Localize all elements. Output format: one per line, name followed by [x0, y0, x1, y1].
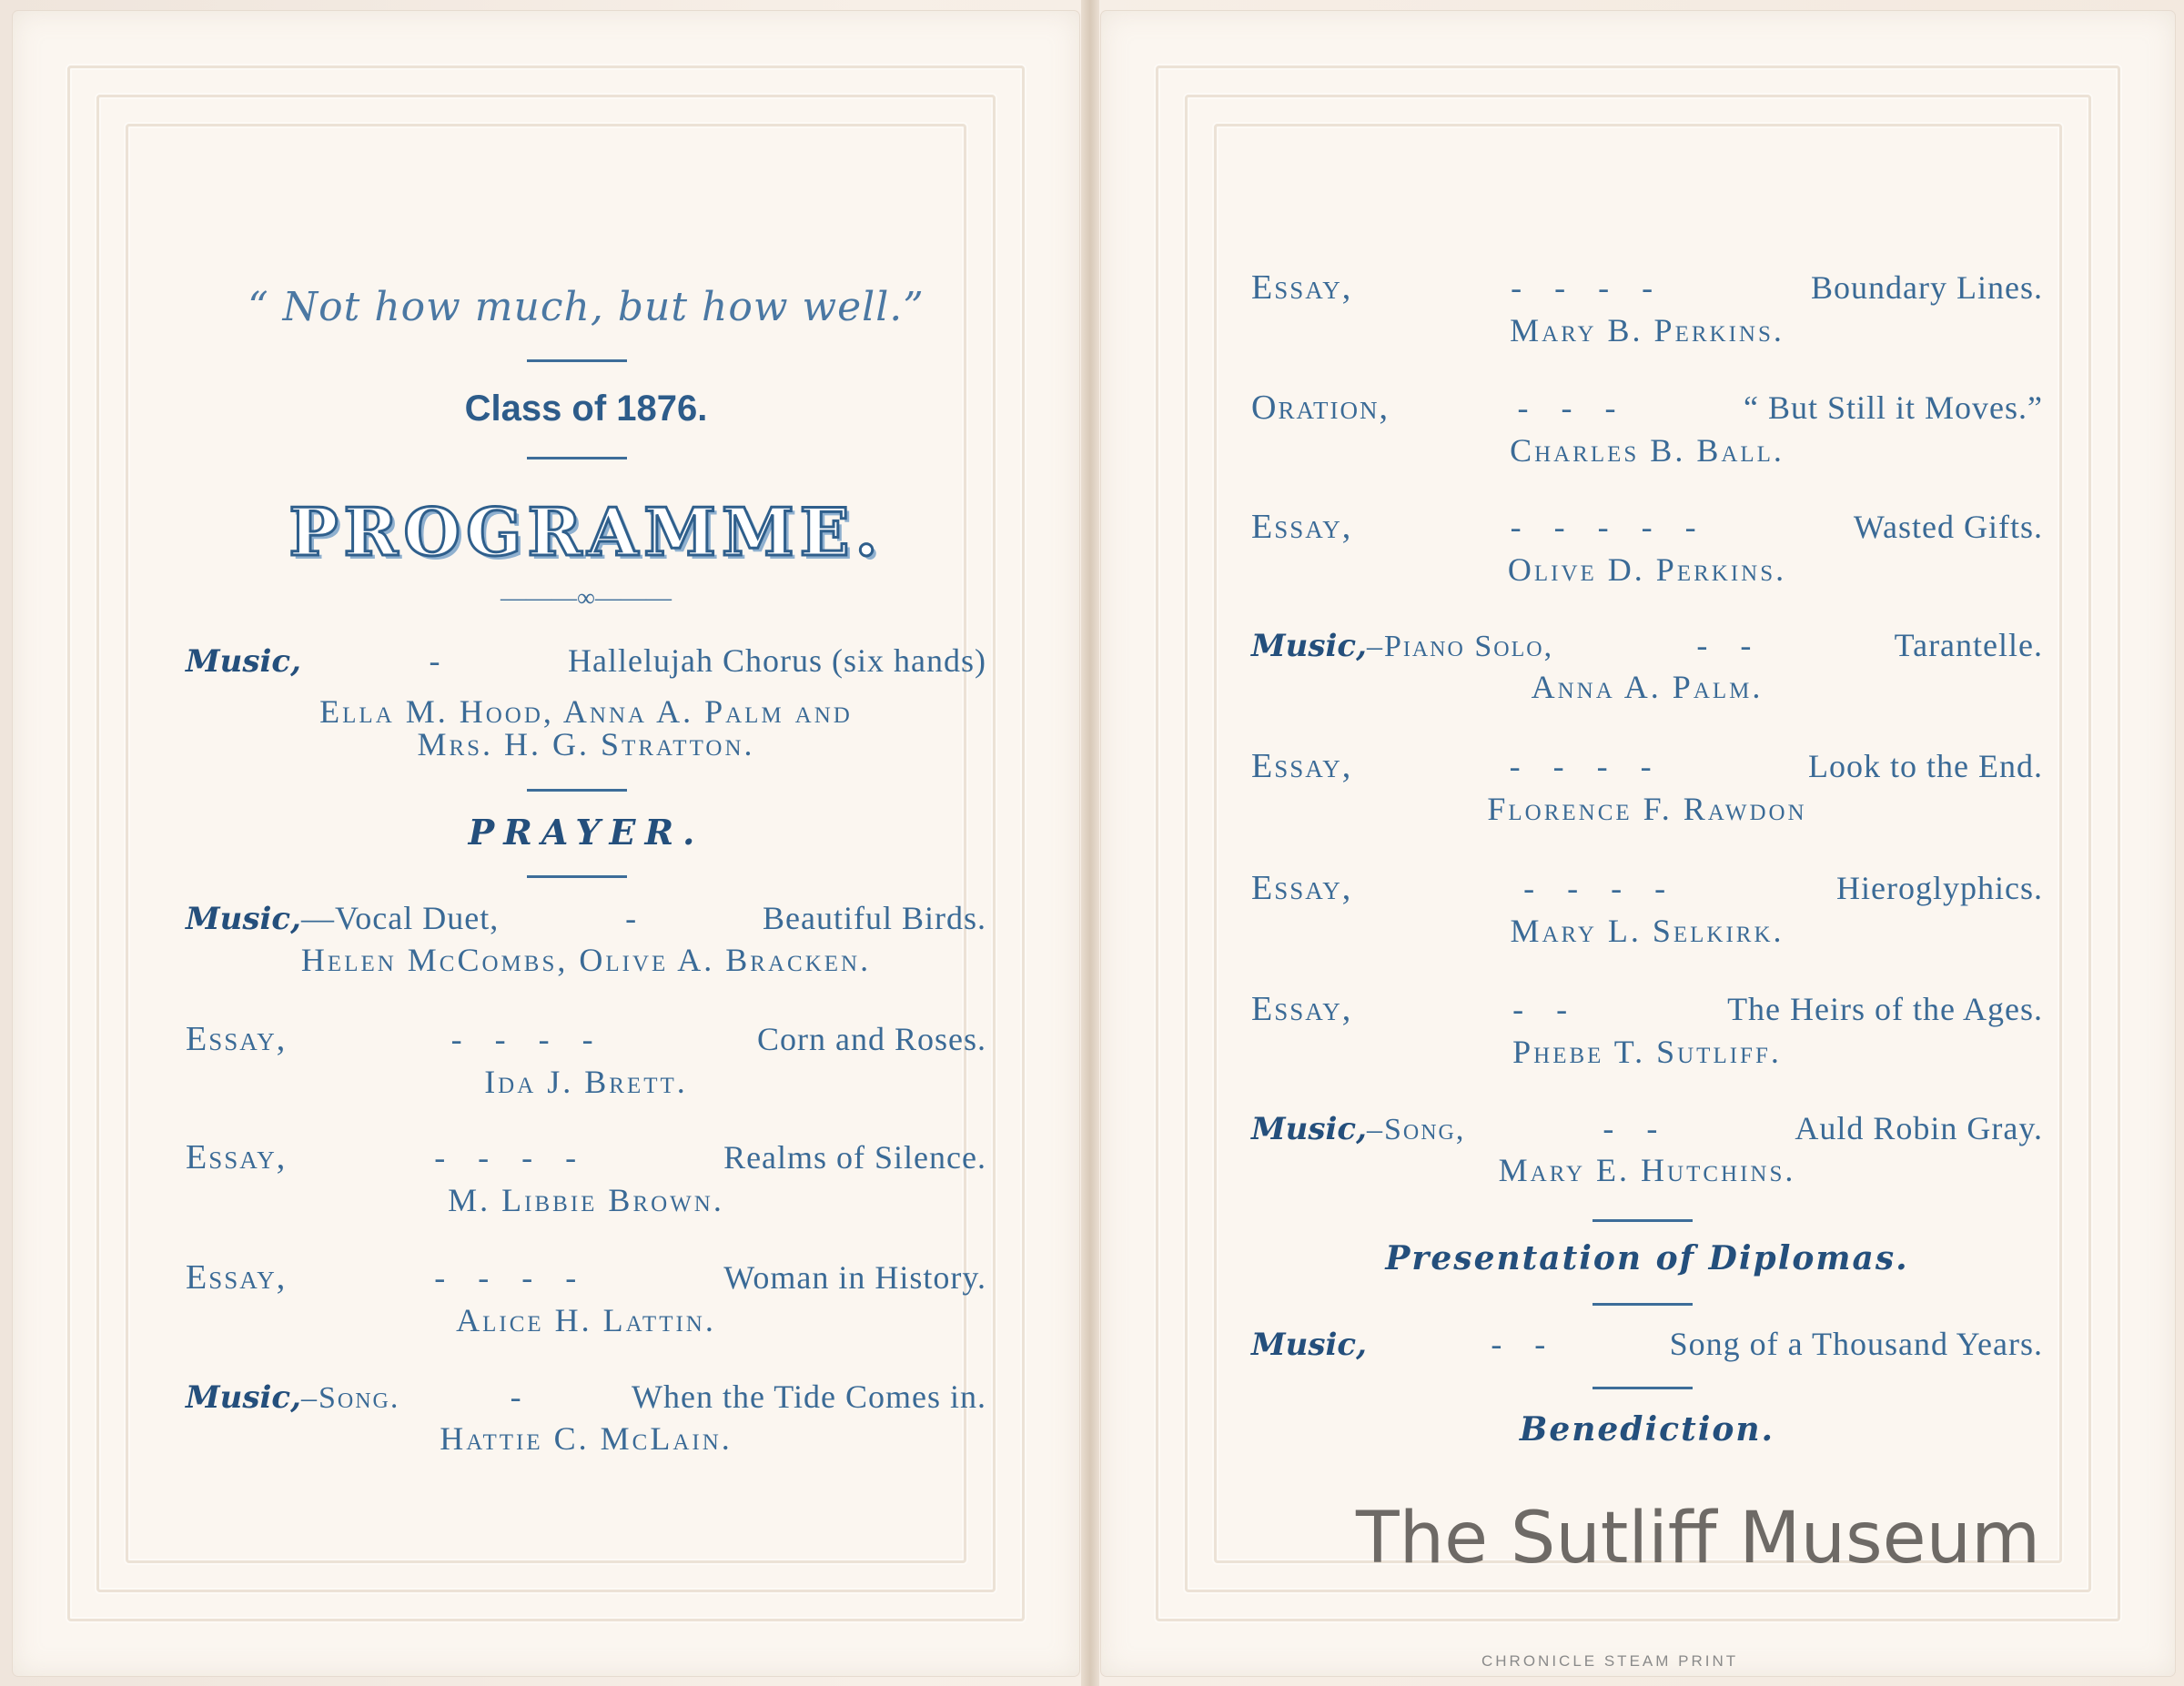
author-name: Florence F. Rawdon — [1487, 791, 1807, 827]
item-subtitle: –Piano Solo, — [1366, 630, 1554, 663]
programme-item-music-2 — [186, 899, 986, 979]
dash-leader: - - — [1512, 991, 1568, 1027]
item-subtitle: –Song. — [300, 1381, 400, 1415]
essay-label: Essay, — [1251, 508, 1353, 546]
essay-label: Essay, — [1251, 990, 1353, 1028]
author-name: Alice H. Lattin. — [456, 1302, 716, 1338]
author-name: Mary B. Perkins. — [1510, 312, 1785, 348]
essay-label: Essay, — [186, 1258, 288, 1297]
item-title: Auld Robin Gray. — [1795, 1110, 2043, 1146]
performer-names: Mrs. H. G. Stratton. — [417, 726, 755, 762]
centre-fold — [1081, 0, 1099, 1686]
divider — [1592, 1387, 1693, 1389]
oration-label: Oration, — [1251, 389, 1390, 427]
programme-item-essay-1 — [186, 1019, 986, 1101]
dash-leader: - - - - — [450, 1021, 593, 1057]
item-title: When the Tide Comes in. — [631, 1378, 986, 1415]
author-name: Olive D. Perkins. — [1507, 551, 1787, 588]
programme-item-music-1 — [1251, 626, 2043, 706]
dash-leader: - — [510, 1378, 521, 1415]
benediction-heading: Benediction. — [1519, 1410, 1775, 1449]
programme-item-essay-2 — [1251, 507, 2043, 589]
item-subtitle: —Vocal Duet, — [300, 900, 500, 936]
music-label: Music, — [1251, 1111, 1367, 1147]
performer-names: Anna A. Palm. — [1531, 669, 1764, 705]
divider — [1592, 1219, 1693, 1222]
programme-item-essay-2 — [186, 1137, 986, 1219]
dash-leader: - - — [1603, 1110, 1658, 1146]
performer-names: Helen McCombs, Olive A. Bracken. — [300, 942, 872, 978]
essay-label: Essay, — [1251, 869, 1353, 907]
dash-leader: - - - - — [1511, 269, 1653, 306]
programme-item-essay-3 — [1251, 746, 2043, 828]
programme-item-music-3 — [1251, 1325, 2043, 1363]
author-name: Phebe T. Sutliff. — [1512, 1034, 1782, 1070]
author-name: M. Libbie Brown. — [448, 1182, 724, 1218]
essay-label: Essay, — [1251, 268, 1353, 307]
programme-title: PROGRAMME. — [288, 493, 884, 570]
author-name: Charles B. Ball. — [1510, 432, 1785, 469]
essay-label: Essay, — [1251, 747, 1353, 785]
motto: “ Not how much, but how well.” — [248, 284, 925, 330]
class-line: Class of 1876. — [464, 389, 708, 429]
music-label: Music, — [186, 643, 301, 680]
performer-names: Mary E. Hutchins. — [1498, 1152, 1796, 1188]
performer-names: Hattie C. McLain. — [440, 1420, 733, 1457]
dash-leader: - - - - - — [1510, 509, 1696, 545]
dash-leader: - - - - — [434, 1139, 577, 1176]
divider — [527, 457, 627, 459]
item-title: Boundary Lines. — [1811, 269, 2043, 306]
dash-leader: - - — [1696, 627, 1752, 663]
item-title: “ But Still it Moves.” — [1743, 389, 2043, 426]
dash-leader: - — [429, 642, 440, 679]
item-title: Wasted Gifts. — [1853, 509, 2043, 545]
item-title: Song of a Thousand Years. — [1669, 1326, 2043, 1362]
programme-item-essay-1 — [1251, 268, 2043, 349]
item-title: Hieroglyphics. — [1836, 870, 2043, 906]
divider — [1592, 1303, 1693, 1306]
dash-leader: - - - — [1517, 389, 1616, 426]
item-title: Beautiful Birds. — [763, 900, 986, 936]
music-label: Music, — [186, 1379, 301, 1416]
divider — [527, 359, 627, 362]
presentation-heading: Presentation of Diplomas. — [1385, 1239, 1909, 1277]
item-title: Realms of Silence. — [723, 1139, 986, 1176]
prayer-heading: PRAYER. — [468, 812, 704, 853]
dash-leader: - - — [1491, 1326, 1546, 1362]
performer-names: Ella M. Hood, Anna A. Palm and — [319, 693, 853, 730]
essay-label: Essay, — [186, 1138, 288, 1176]
museum-watermark: The Sutliff Museum — [1356, 1498, 2041, 1580]
item-title: Look to the End. — [1808, 748, 2043, 784]
item-subtitle: –Song, — [1366, 1113, 1466, 1146]
item-title: Tarantelle. — [1894, 627, 2043, 663]
item-title: The Heirs of the Ages. — [1727, 991, 2043, 1027]
programme-item-essay-5 — [1251, 989, 2043, 1071]
author-name: Ida J. Brett. — [484, 1064, 688, 1100]
music-label: Music, — [186, 901, 301, 937]
author-name: Mary L. Selkirk. — [1510, 913, 1785, 949]
programme-item-oration — [1251, 388, 2043, 469]
divider — [527, 875, 627, 878]
dash-leader: - - - - — [1523, 870, 1666, 906]
dash-leader: - - - - — [434, 1259, 577, 1296]
programme-item-essay-3 — [186, 1257, 986, 1339]
dash-leader: - - - - — [1509, 748, 1652, 784]
music-label: Music, — [1251, 628, 1367, 664]
ornament-divider: ———∞——— — [500, 584, 672, 612]
printer-credit: CHRONICLE STEAM PRINT — [1481, 1652, 1739, 1670]
item-title: Corn and Roses. — [757, 1021, 986, 1057]
programme-item-essay-4 — [1251, 868, 2043, 950]
programme-item-music-3 — [186, 1378, 986, 1458]
right-page — [1101, 11, 2175, 1676]
programme-item-music-2 — [1251, 1109, 2043, 1189]
left-page — [13, 11, 1079, 1676]
item-title: Woman in History. — [723, 1259, 986, 1296]
programme-item-music-1 — [186, 641, 986, 763]
music-label: Music, — [1251, 1327, 1367, 1363]
dash-leader: - — [625, 900, 637, 936]
divider — [527, 789, 627, 792]
item-title: Hallelujah Chorus (six hands) — [568, 642, 986, 679]
essay-label: Essay, — [186, 1020, 288, 1058]
